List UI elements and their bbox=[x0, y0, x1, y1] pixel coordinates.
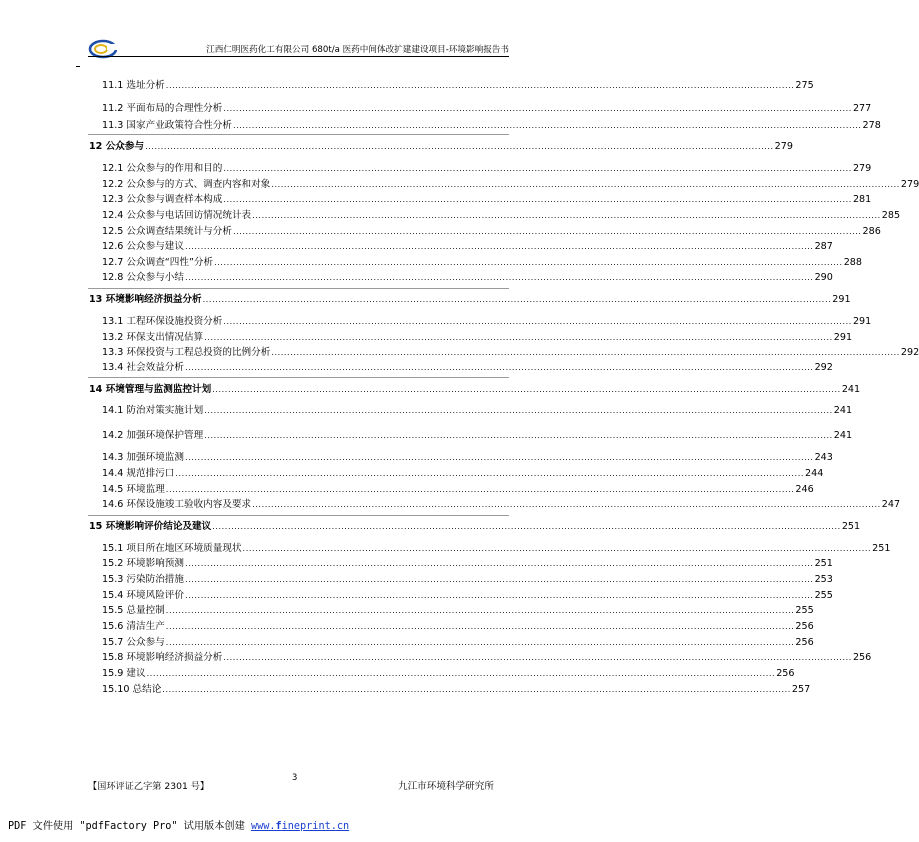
toc-entry-page: 286 bbox=[862, 226, 881, 237]
toc-entry-page: 256 bbox=[795, 621, 814, 632]
toc-leader-dots: ........................................................................................................................................................................................................ bbox=[204, 406, 833, 415]
toc-leader-dots: ........................................................................................................................................................................................................ bbox=[184, 575, 814, 584]
toc-leader-dots: ........................................................................................................................................................................................................ bbox=[223, 317, 852, 326]
toc-entry-page: 255 bbox=[795, 605, 814, 616]
toc-entry[interactable] bbox=[102, 543, 891, 555]
toc-entry-page: 251 bbox=[872, 543, 891, 554]
toc-entry[interactable] bbox=[89, 384, 861, 396]
footer-certificate: 【国环评证乙字第 2301 号】 bbox=[88, 781, 210, 792]
toc-entry-label: 12.8 公众参与小结 bbox=[102, 272, 184, 283]
toc-entry[interactable] bbox=[102, 574, 833, 586]
toc-leader-dots: ........................................................................................................................................................................................................ bbox=[165, 638, 795, 647]
toc-leader-dots: ........................................................................................................................................................................................................ bbox=[204, 333, 833, 342]
toc-entry-page: 288 bbox=[843, 257, 863, 268]
toc-entry[interactable] bbox=[102, 499, 901, 511]
toc-entry[interactable] bbox=[102, 558, 833, 570]
toc-entry[interactable] bbox=[102, 316, 872, 328]
toc-entry[interactable] bbox=[102, 210, 901, 222]
toc-entry[interactable] bbox=[102, 637, 814, 649]
toc-entry[interactable] bbox=[102, 241, 833, 253]
toc-entry-page: 251 bbox=[841, 521, 861, 532]
toc-leader-dots: ........................................................................................................................................................................................................ bbox=[204, 431, 833, 440]
toc-entry-label: 12.7 公众调查“四性”分析 bbox=[102, 257, 214, 268]
toc-entry-label: 13.3 环保投资与工程总投资的比例分析 bbox=[102, 347, 271, 358]
toc-leader-dots: ........................................................................................................................................................................................................ bbox=[175, 469, 804, 478]
toc-entry[interactable] bbox=[102, 590, 833, 602]
toc-leader-dots: ........................................................................................................................................................................................................ bbox=[223, 164, 852, 173]
watermark-text: PDF 文件使用 "pdfFactory Pro" 试用版本创建 bbox=[8, 821, 251, 832]
toc-leader-dots: ........................................................................................................................................................................................................ bbox=[223, 104, 852, 113]
toc-entry-page: 247 bbox=[881, 499, 901, 510]
toc-entry-label: 13 环境影响经济损益分析 bbox=[89, 294, 202, 305]
toc-entry[interactable] bbox=[102, 103, 872, 115]
toc-entry[interactable] bbox=[102, 272, 833, 284]
toc-leader-dots: ........................................................................................................................................................................................................ bbox=[162, 685, 791, 694]
toc-entry[interactable] bbox=[102, 179, 919, 191]
toc-entry-page: 277 bbox=[852, 103, 872, 114]
toc-entry[interactable] bbox=[102, 684, 811, 696]
toc-entry-label: 15.4 环境风险评价 bbox=[102, 590, 184, 601]
toc-entry-page: 291 bbox=[852, 316, 872, 327]
watermark-link[interactable] bbox=[251, 821, 349, 832]
toc-entry[interactable] bbox=[102, 605, 814, 617]
toc-entry[interactable] bbox=[89, 521, 861, 533]
toc-entry[interactable] bbox=[102, 194, 872, 206]
toc-entry[interactable] bbox=[102, 668, 795, 680]
toc-entry-page: 243 bbox=[814, 452, 833, 463]
toc-leader-dots: ........................................................................................................................................................................................................ bbox=[184, 559, 814, 568]
toc-entry-page: 279 bbox=[852, 163, 872, 174]
watermark-link-part-b: f bbox=[275, 821, 282, 832]
toc-entry-page: 291 bbox=[833, 332, 853, 343]
toc-entry-label: 15.6 清洁生产 bbox=[102, 621, 165, 632]
toc-entry-page: 292 bbox=[900, 347, 919, 358]
toc-entry-page: 256 bbox=[776, 668, 795, 679]
footer-page-number: 3 bbox=[292, 772, 298, 782]
toc-entry-label: 15.1 项目所在地区环境质量现状 bbox=[102, 543, 242, 554]
toc-entry[interactable] bbox=[102, 405, 853, 417]
toc-leader-dots: ........................................................................................................................................................................................................ bbox=[165, 81, 795, 90]
toc-entry-page: 255 bbox=[814, 590, 833, 601]
pdf-watermark bbox=[8, 817, 349, 832]
toc-leader-dots: ........................................................................................................................................................................................................ bbox=[184, 242, 814, 251]
toc-entry[interactable] bbox=[102, 484, 814, 496]
toc-entry[interactable] bbox=[102, 332, 853, 344]
toc-entry[interactable] bbox=[89, 141, 793, 153]
toc-entry-label: 14.5 环境监理 bbox=[102, 484, 165, 495]
toc-leader-dots: ........................................................................................................................................................................................................ bbox=[223, 653, 852, 662]
toc-entry-label: 14.6 环保设施竣工验收内容及要求 bbox=[102, 499, 252, 510]
toc-entry-label: 12.5 公众调查结果统计与分析 bbox=[102, 226, 232, 237]
toc-entry-label: 15.9 建议 bbox=[102, 668, 146, 679]
watermark-link-part-c: ineprint.cn bbox=[281, 821, 350, 832]
watermark-link-part-a: www. bbox=[250, 821, 276, 832]
toc-entry-label: 15.8 环境影响经济损益分析 bbox=[102, 652, 223, 663]
toc-leader-dots: ........................................................................................................................................................................................................ bbox=[165, 485, 795, 494]
toc-entry-label: 14.1 防治对策实施计划 bbox=[102, 405, 204, 416]
footer-institute: 九江市环境科学研究所 bbox=[398, 781, 494, 792]
toc-entry-label: 12.4 公众参与电话回访情况统计表 bbox=[102, 210, 252, 221]
toc-entry-page: 241 bbox=[833, 405, 853, 416]
toc-entry-page: 256 bbox=[795, 637, 814, 648]
toc-entry-page: 244 bbox=[804, 468, 824, 479]
toc-entry[interactable] bbox=[102, 257, 863, 269]
toc-entry-label: 14.4 规范排污口 bbox=[102, 468, 175, 479]
toc-leader-dots: ........................................................................................................................................................................................................ bbox=[242, 544, 872, 553]
margin-mark bbox=[76, 66, 80, 67]
toc-leader-dots: ........................................................................................................................................................................................................ bbox=[202, 295, 832, 304]
toc-entry-page: 256 bbox=[852, 652, 872, 663]
toc-entry-page: 279 bbox=[900, 179, 919, 190]
toc-leader-dots: ........................................................................................................................................................................................................ bbox=[232, 227, 862, 236]
toc-entry-label: 11.1 选址分析 bbox=[102, 80, 165, 91]
toc-entry-label: 13.1 工程环保设施投资分析 bbox=[102, 316, 223, 327]
toc-entry-label: 12.1 公众参与的作用和目的 bbox=[102, 163, 223, 174]
toc-entry-label: 14.3 加强环境监测 bbox=[102, 452, 184, 463]
toc-entry-label: 15.7 公众参与 bbox=[102, 637, 165, 648]
toc-leader-dots: ........................................................................................................................................................................................................ bbox=[184, 453, 814, 462]
toc-entry-page: 290 bbox=[814, 272, 833, 283]
toc-entry-label: 12.6 公众参与建议 bbox=[102, 241, 184, 252]
toc-entry[interactable] bbox=[89, 294, 851, 306]
toc-entry-page: 275 bbox=[795, 80, 814, 91]
toc-entry-page: 281 bbox=[852, 194, 872, 205]
section-divider bbox=[88, 288, 509, 289]
toc-leader-dots: ........................................................................................................................................................................................................ bbox=[223, 195, 852, 204]
toc-leader-dots: ........................................................................................................................................................................................................ bbox=[145, 142, 774, 151]
toc-entry-label: 11.2 平面布局的合理性分析 bbox=[102, 103, 223, 114]
toc-leader-dots: ........................................................................................................................................................................................................ bbox=[252, 500, 881, 509]
toc-entry-page: 292 bbox=[814, 362, 833, 373]
toc-entry-label: 12.3 公众参与调查样本构成 bbox=[102, 194, 223, 205]
toc-entry-page: 285 bbox=[881, 210, 901, 221]
toc-entry-page: 246 bbox=[795, 484, 814, 495]
toc-entry-label: 15.2 环境影响预测 bbox=[102, 558, 184, 569]
toc-entry-label: 13.2 环保支出情况估算 bbox=[102, 332, 204, 343]
toc-leader-dots: ........................................................................................................................................................................................................ bbox=[232, 121, 862, 130]
toc-leader-dots: ........................................................................................................................................................................................................ bbox=[165, 622, 795, 631]
toc-entry-page: 287 bbox=[814, 241, 833, 252]
header-rule bbox=[88, 56, 509, 57]
toc-leader-dots: ........................................................................................................................................................................................................ bbox=[184, 591, 814, 600]
toc-leader-dots: ........................................................................................................................................................................................................ bbox=[184, 273, 814, 282]
toc-entry-label: 14 环境管理与监测监控计划 bbox=[89, 384, 212, 395]
toc-entry-page: 257 bbox=[791, 684, 811, 695]
toc-entry-label: 15.5 总量控制 bbox=[102, 605, 165, 616]
toc-entry-page: 279 bbox=[774, 141, 793, 152]
toc-leader-dots: ........................................................................................................................................................................................................ bbox=[184, 363, 814, 372]
toc-leader-dots: ........................................................................................................................................................................................................ bbox=[165, 606, 795, 615]
toc-entry-page: 253 bbox=[814, 574, 833, 585]
toc-entry-label: 11.3 国家产业政策符合性分析 bbox=[102, 120, 232, 131]
toc-entry-label: 12.2 公众参与的方式、调查内容和对象 bbox=[102, 179, 271, 190]
toc-entry[interactable] bbox=[102, 362, 833, 374]
toc-entry[interactable] bbox=[102, 468, 824, 480]
toc-entry[interactable] bbox=[102, 452, 833, 464]
toc-entry[interactable] bbox=[102, 652, 872, 664]
toc-leader-dots: ........................................................................................................................................................................................................ bbox=[214, 258, 843, 267]
toc-entry[interactable] bbox=[102, 430, 853, 442]
toc-entry-label: 14.2 加强环境保护管理 bbox=[102, 430, 204, 441]
toc-entry[interactable] bbox=[102, 163, 872, 175]
toc-entry-page: 241 bbox=[841, 384, 861, 395]
toc-entry-page: 291 bbox=[832, 294, 851, 305]
section-divider bbox=[88, 377, 509, 378]
toc-entry-label: 15 环境影响评价结论及建议 bbox=[89, 521, 212, 532]
toc-entry[interactable] bbox=[102, 621, 814, 633]
toc-entry[interactable] bbox=[102, 347, 919, 359]
toc-entry-page: 278 bbox=[862, 120, 881, 131]
page-header-title: 江西仁明医药化工有限公司 680t/a 医药中间体改扩建建设项目-环境影响报告书 bbox=[206, 45, 509, 55]
toc-entry-label: 13.4 社会效益分析 bbox=[102, 362, 184, 373]
toc-entry-label: 15.10 总结论 bbox=[102, 684, 162, 695]
toc-entry-page: 251 bbox=[814, 558, 833, 569]
section-divider bbox=[88, 134, 509, 135]
toc-entry-label: 15.3 污染防治措施 bbox=[102, 574, 184, 585]
toc-leader-dots: ........................................................................................................................................................................................................ bbox=[212, 522, 841, 531]
toc-entry[interactable] bbox=[102, 226, 881, 238]
toc-leader-dots: ........................................................................................................................................................................................................ bbox=[271, 180, 900, 189]
toc-entry-label: 12 公众参与 bbox=[89, 141, 145, 152]
toc-entry[interactable] bbox=[102, 80, 814, 92]
toc-leader-dots: ........................................................................................................................................................................................................ bbox=[146, 669, 776, 678]
toc-entry[interactable] bbox=[102, 120, 881, 132]
toc-leader-dots: ........................................................................................................................................................................................................ bbox=[271, 348, 900, 357]
toc-leader-dots: ........................................................................................................................................................................................................ bbox=[252, 211, 881, 220]
toc-entry-page: 241 bbox=[833, 430, 853, 441]
toc-leader-dots: ........................................................................................................................................................................................................ bbox=[212, 385, 841, 394]
section-divider bbox=[88, 515, 509, 516]
